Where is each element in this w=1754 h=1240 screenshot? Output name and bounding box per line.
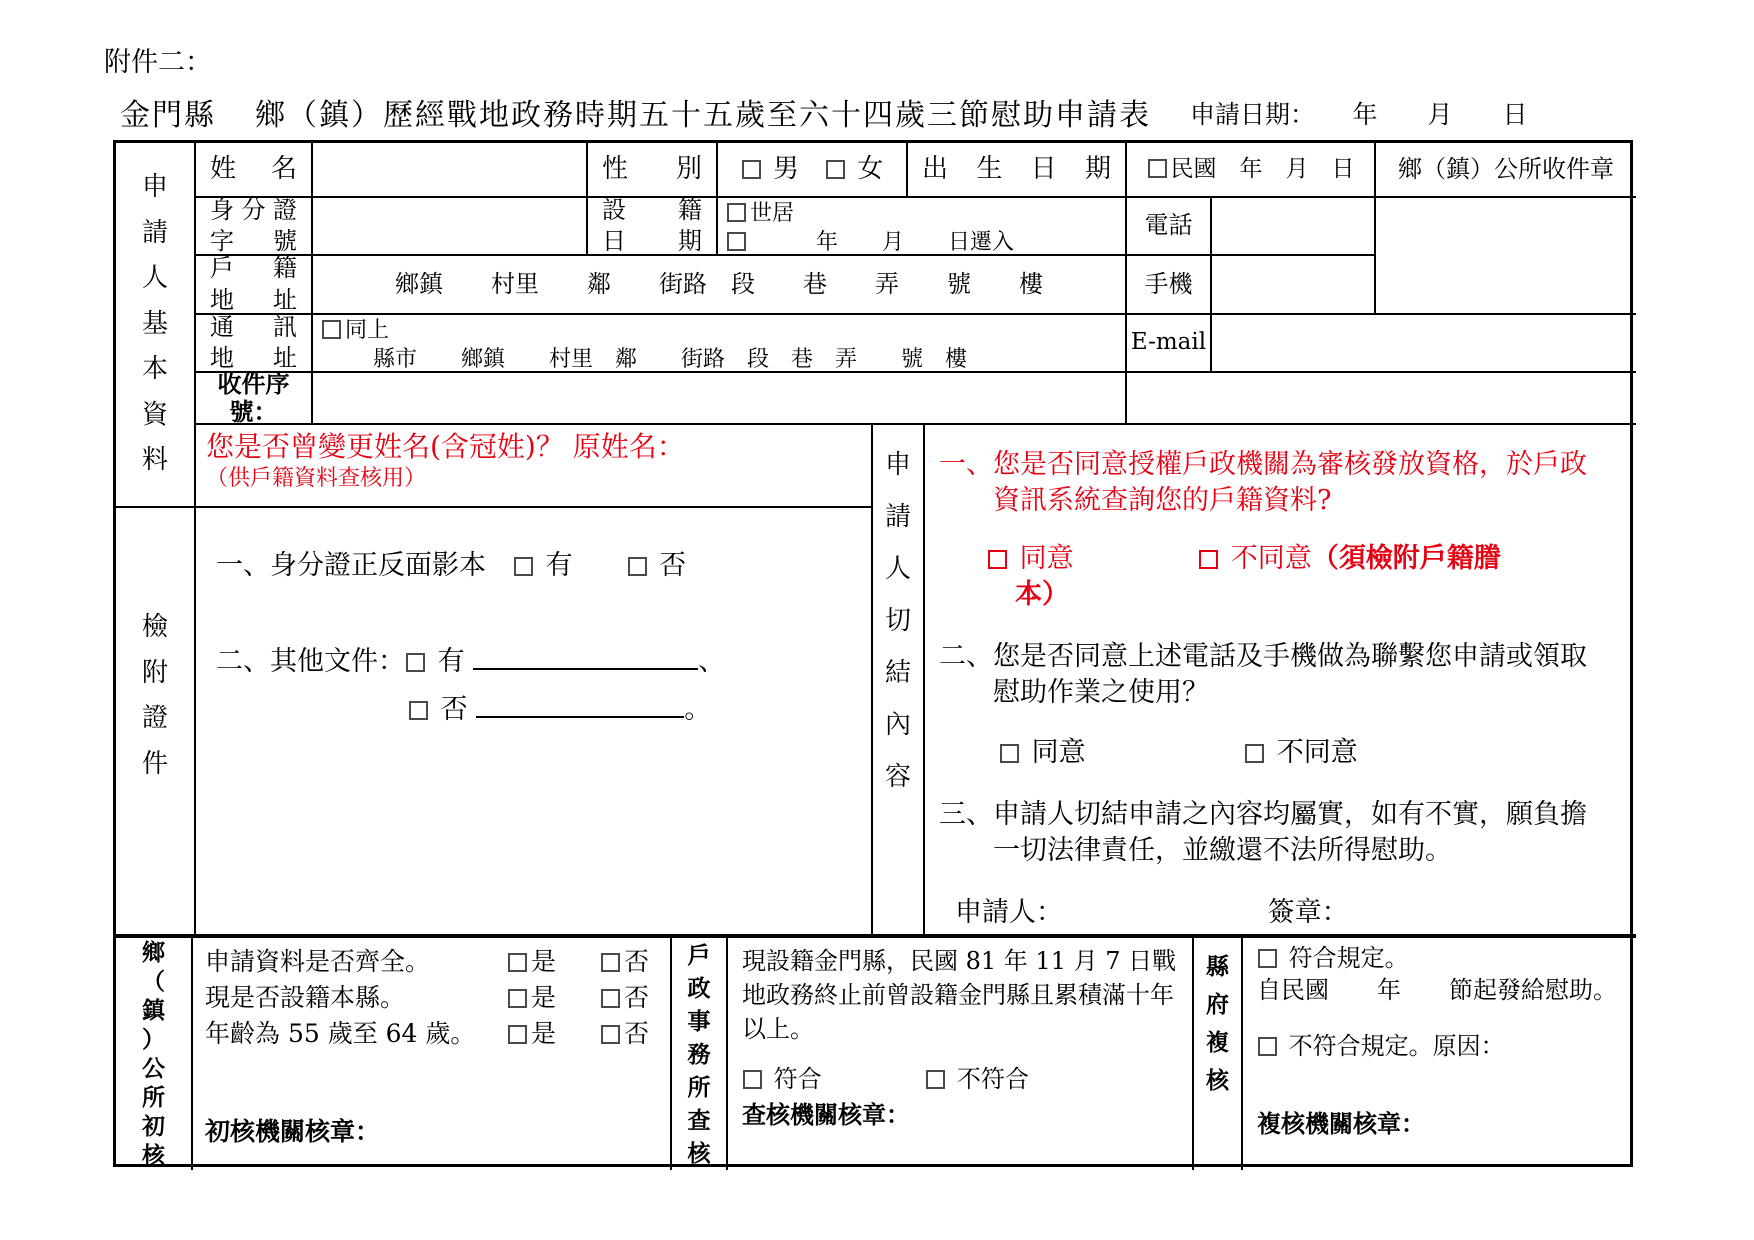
apply-date-label: 申請日期： 年 月 日 — [1190, 100, 1528, 129]
receipt-number-label: 收件序 號： — [196, 373, 313, 425]
mailing-address-label: 通訊 地址 — [196, 315, 313, 373]
checkbox-icon[interactable] — [409, 701, 428, 720]
checkbox-icon[interactable] — [1258, 1037, 1277, 1056]
section-basic-info-label: 申 請 人 基 本 資 料 — [116, 143, 196, 508]
checkbox-icon[interactable] — [508, 953, 527, 972]
checkbox-icon[interactable] — [406, 653, 425, 672]
pledge-item2-options[interactable]: 同意 不同意 — [939, 735, 1636, 771]
checkbox-icon[interactable] — [322, 320, 341, 339]
attachment-label: 附件二： — [104, 47, 212, 78]
checkbox-icon[interactable] — [1148, 159, 1167, 178]
birthdate-input-area[interactable]: 民國 年 月 日 — [1127, 143, 1376, 198]
doc-item-id-copy[interactable]: 一、身分證正反面影本 有 否 — [216, 550, 687, 581]
name-label: 姓名 — [196, 143, 313, 198]
township-stamp-header: 鄉（鎮）公所收件章 — [1376, 143, 1636, 198]
doc-item-other-no[interactable]: 否 。 — [408, 689, 871, 727]
pledge-item1-options[interactable]: 同意 不同意（須檢附戶籍謄 本） — [939, 541, 1636, 613]
household-address-label: 戶籍 地址 — [196, 256, 313, 315]
name-input-area[interactable] — [313, 143, 588, 198]
checkbox-icon[interactable] — [601, 953, 620, 972]
pledge-item3-text: 三、申請人切結申請之內容均屬實，如有不實，願負擔 一切法律責任，並繳還不法所得慰助。 — [939, 799, 1587, 866]
checkbox-icon[interactable] — [727, 203, 746, 222]
checkbox-icon[interactable] — [743, 1070, 762, 1089]
mobile-label: 手機 — [1127, 256, 1212, 315]
doc-item-other-yes[interactable]: 二、其他文件： 有 、 — [216, 641, 871, 679]
township-stamp-area — [1376, 198, 1636, 315]
checkbox-icon[interactable] — [826, 160, 845, 179]
county-qualified-option[interactable]: 符合規定。 — [1257, 942, 1636, 974]
checkbox-icon[interactable] — [727, 232, 746, 251]
checkbox-icon[interactable] — [926, 1070, 945, 1089]
checkbox-icon[interactable] — [1000, 744, 1019, 763]
mailing-address-input-area[interactable]: 同上 縣市 鄉鎮 村里 鄰 街路 段 巷 弄 號 樓 — [313, 315, 1127, 373]
name-change-question-area[interactable]: 您是否曾變更姓名(含冠姓)？ 原姓名： （供戶籍資料查核用） — [196, 425, 873, 508]
township-check-age[interactable]: 年齡為 55 歲至 64 歲。 是 否 — [205, 1019, 650, 1048]
county-not-qualified-option[interactable]: 不符合規定。原因： — [1257, 1030, 1636, 1062]
checkbox-icon[interactable] — [628, 557, 647, 576]
gender-label: 性別 — [588, 143, 718, 198]
pledge-item2-text: 二、您是否同意上述電話及手機做為聯繫您申請或領取 慰助作業之使用？ — [939, 641, 1587, 708]
gender-options[interactable]: 男 女 — [718, 143, 908, 198]
county-review-content — [1243, 936, 1636, 1170]
email-label: E-mail — [1127, 315, 1212, 373]
mobile-input-area[interactable] — [1212, 256, 1376, 315]
birthdate-label: 出生日期 — [908, 143, 1127, 198]
section-household-office-label: 戶 政 事 務 所 查 核 — [672, 936, 728, 1170]
county-stamp-label: 複核機關核章： — [1257, 1109, 1425, 1138]
township-check-complete[interactable]: 申請資料是否齊全。 是 否 — [205, 947, 650, 976]
section-township-review-label: 鄉 （ 鎮 ） 公 所 初 核 — [116, 936, 193, 1170]
id-number-label: 身分證 字號 — [196, 198, 313, 256]
household-office-statement: 現設籍金門縣，民國 81 年 11 月 7 日戰地政務終止前曾設籍金門縣且累積滿十年以上。 — [742, 947, 1177, 1043]
checkbox-icon[interactable] — [742, 160, 761, 179]
checkbox-icon[interactable] — [508, 1025, 527, 1044]
registration-date-label: 設籍 日期 — [588, 198, 718, 256]
household-office-options[interactable]: 符合 不符合 — [742, 1062, 1180, 1096]
pledge-item1-text: 一、您是否同意授權戶政機關為審核發放資格，於戶政 資訊系統查詢您的戶籍資料? — [939, 449, 1587, 516]
title-county: 金門縣 — [120, 98, 216, 133]
household-office-content — [728, 936, 1194, 1170]
checkbox-icon[interactable] — [1258, 949, 1277, 968]
section-documents-label: 檢 附 證 件 — [116, 508, 196, 936]
checkbox-icon[interactable] — [1199, 550, 1218, 569]
page-title: 鄉（鎮）歷經戰地政務時期五十五歲至六十四歲三節慰助申請表 — [255, 98, 1151, 133]
pledge-signature-row[interactable]: 申請人： 簽章： — [955, 897, 1349, 928]
checkbox-icon[interactable] — [601, 1025, 620, 1044]
checkbox-icon[interactable] — [601, 989, 620, 1008]
receipt-number-right-blank — [1127, 373, 1636, 425]
checkbox-icon[interactable] — [1245, 744, 1264, 763]
checkbox-icon[interactable] — [514, 557, 533, 576]
township-stamp-label: 初核機關核章： — [205, 1117, 381, 1146]
id-number-input-area[interactable] — [313, 198, 588, 256]
township-review-content — [193, 936, 672, 1170]
township-check-resident[interactable]: 現是否設籍本縣。 是 否 — [205, 983, 650, 1012]
household-office-stamp-label: 查核機關核章： — [742, 1100, 910, 1129]
documents-checklist — [196, 508, 873, 936]
receipt-number-input-area[interactable] — [313, 373, 1127, 425]
email-input-area[interactable] — [1212, 315, 1636, 373]
household-address-input-area[interactable]: 鄉鎮 村里 鄰 街路 段 巷 弄 號 樓 — [313, 256, 1127, 315]
phone-label: 電話 — [1127, 198, 1212, 256]
phone-input-area[interactable] — [1212, 198, 1376, 256]
application-form-table — [113, 140, 1633, 1167]
checkbox-icon[interactable] — [508, 989, 527, 1008]
section-county-review-label: 縣 府 複 核 — [1194, 936, 1243, 1170]
registration-date-options[interactable]: 世居 年 月 日遷入 — [718, 198, 1127, 256]
checkbox-icon[interactable] — [988, 550, 1007, 569]
section-pledge-label: 申 請 人 切 結 內 容 — [873, 425, 925, 936]
county-qualified-detail: 自民國 年 節起發給慰助。 — [1257, 976, 1617, 1004]
pledge-content — [925, 425, 1636, 936]
